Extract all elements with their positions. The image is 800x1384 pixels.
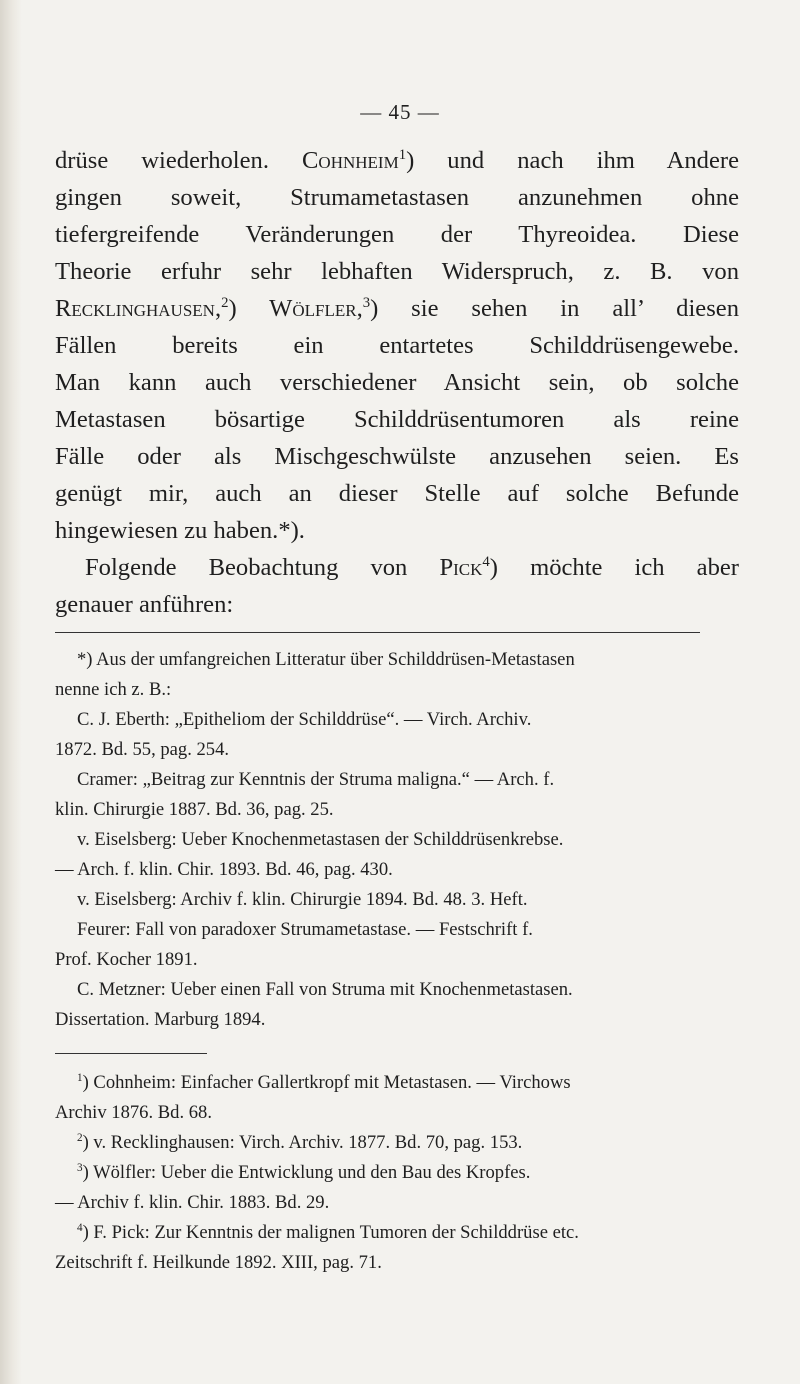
author-cohnheim: Cohnheim (302, 147, 399, 174)
text-line-5: Recklinghausen,$^2$) Wölfler,$^3$) sie sehen in all’ diesen (55, 294, 739, 322)
footnote-separator-short-rule (55, 1053, 207, 1054)
text-line-1: drüse wiederholen. Cohnheim$^1$) und nach ihm Andere (55, 146, 739, 174)
page-number: — 45 — (360, 100, 440, 124)
footnote-mark-4: 4 (77, 1221, 83, 1234)
author-recklinghausen: Recklinghausen, (55, 295, 222, 322)
footnote-mark-1: 1 (77, 1071, 83, 1084)
star-note-line: Prof. Kocher 1891. (55, 949, 198, 970)
footnote-ref-1[interactable]: 1 (398, 146, 407, 163)
page-edge-shadow (0, 0, 22, 1384)
text-line-4: Theorie erfuhr sehr lebhaften Widerspruch, z. B. von (55, 258, 739, 285)
star-note-line: — Arch. f. klin. Chir. 1893. Bd. 46, pag. 430. (55, 859, 393, 880)
star-note-line: C. J. Eberth: „Epitheliom der Schilddrüse“. — Virch. Archiv. (77, 709, 532, 730)
text-line-6: Fällen bereits ein entartetes Schilddrüsengewebe. (55, 332, 739, 359)
footnote-ref-4[interactable]: 4 (482, 553, 490, 570)
footnote-4-cont: Zeitschrift f. Heilkunde 1892. XIII, pag. 71. (55, 1252, 382, 1273)
text-line-7: Man kann auch verschiedener Ansicht sein, ob solche (55, 369, 739, 396)
footnote-3: $^3$) Wölfler: Ueber die Entwicklung und den Bau des Kropfes. (77, 1161, 531, 1183)
footnote-1-cont: Archiv 1876. Bd. 68. (55, 1102, 213, 1123)
text-line-8: Metastasen bösartige Schilddrüsentumoren als reine (55, 406, 739, 433)
text-line-10: genügt mir, auch an dieser Stelle auf solche Befunde (55, 480, 739, 507)
footnote-mark-2: 2 (77, 1131, 83, 1144)
text-line-9: Fälle oder als Mischgeschwülste anzusehen seien. Es (55, 443, 739, 470)
footnote-ref-2[interactable]: 2 (221, 294, 229, 311)
text-line-3: tiefergreifende Veränderungen der Thyreoidea. Diese (55, 221, 739, 248)
text-line-13: genauer anführen: (55, 591, 234, 618)
star-note-line: 1872. Bd. 55, pag. 254. (55, 739, 230, 760)
star-note-line: Feurer: Fall von paradoxer Strumametastase. — Festschrift f. (77, 919, 533, 940)
footnote-1: $^1$) Cohnheim: Einfacher Gallertkropf mit Metastasen. — Virchows (77, 1071, 571, 1093)
footnote-3-cont: — Archiv f. klin. Chir. 1883. Bd. 29. (55, 1192, 330, 1213)
text-line-2: gingen soweit, Strumametastasen anzunehmen ohne (55, 184, 739, 211)
star-note-line: nenne ich z. B.: (55, 679, 172, 700)
star-footnote (55, 645, 745, 1035)
star-note-line: Dissertation. Marburg 1894. (55, 1009, 266, 1030)
text-line-11: hingewiesen zu haben.*). (55, 517, 305, 544)
main-text (55, 142, 739, 623)
text-line-12: Folgende Beobachtung von Pick$^4$) möchte ich aber (85, 553, 739, 581)
footnote-mark-3: 3 (77, 1161, 83, 1174)
star-note-line: klin. Chirurgie 1887. Bd. 36, pag. 25. (55, 799, 334, 820)
footnote-ref-3[interactable]: 3 (362, 294, 371, 311)
star-note-line: *) Aus der umfangreichen Litteratur über Schilddrüsen-Metastasen (77, 649, 575, 670)
author-wolfler: ) Wölfler, (228, 295, 363, 322)
star-note-line: v. Eiselsberg: Ueber Knochenmetastasen der Schilddrüsenkrebse. (77, 829, 564, 850)
footnote-2: $^2$) v. Recklinghausen: Virch. Archiv. 1877. Bd. 70, pag. 153. (77, 1131, 523, 1153)
footnote-4: $^4$) F. Pick: Zur Kenntnis der malignen Tumoren der Schilddrüse etc. (77, 1221, 579, 1243)
star-note-line: C. Metzner: Ueber einen Fall von Struma mit Knochenmetastasen. (77, 979, 573, 1000)
star-note-line: Cramer: „Beitrag zur Kenntnis der Struma maligna.“ — Arch. f. (77, 769, 555, 790)
star-note-line: v. Eiselsberg: Archiv f. klin. Chirurgie 1894. Bd. 48. 3. Heft. (77, 889, 528, 910)
author-pick: Pick (439, 554, 483, 581)
footnote-separator-rule (55, 632, 700, 633)
numbered-footnotes (55, 1068, 745, 1278)
